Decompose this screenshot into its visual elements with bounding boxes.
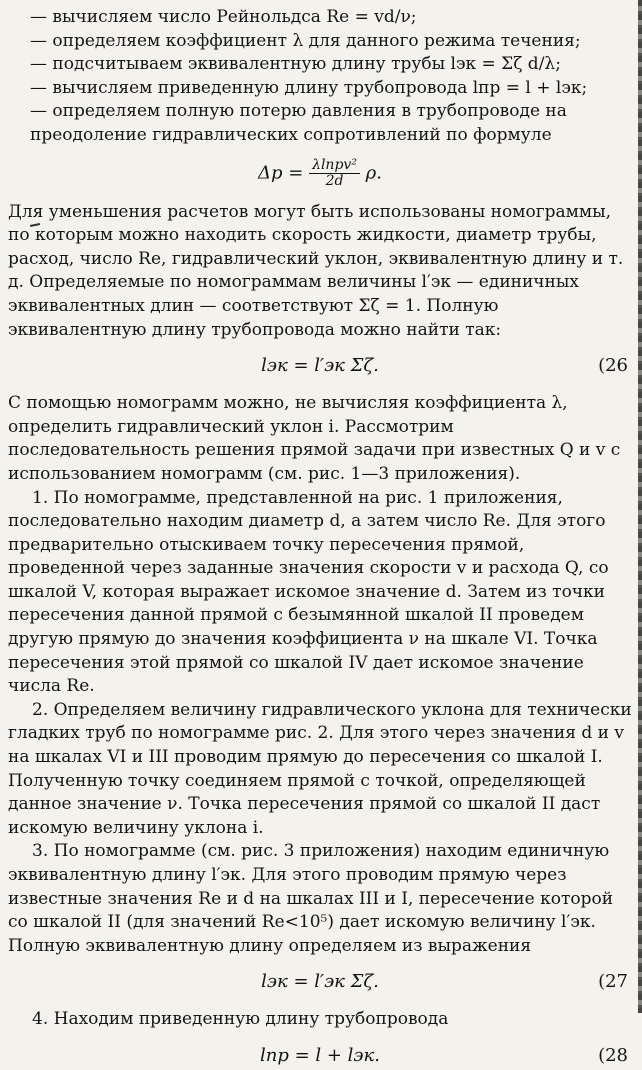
formula-rhs: ρ. <box>365 162 382 184</box>
formula-26 <box>8 352 632 380</box>
formula-pressure-loss <box>8 158 632 189</box>
formula-27 <box>8 968 632 996</box>
formula-number: (26 <box>598 355 628 377</box>
paragraph-step-1: 1. По номограмме, представленной на рис. 1 приложения, последовательно находим диаметр d, а затем число Re. Для этого предварительно отыскиваем точку пересечения прямой, проведенной через заданные значения скорости v и расхода Q, со шкалой V, которая выражает искомое значение d. Затем из точки пересечения данной прямой с безымянной шкалой II проведем другую прямую до значения коэффициента ν на шкале VI. Точка пересечения этой прямой со шкалой IV дает искомое значение числа Re. <box>8 487 609 697</box>
bullet-item: — определяем коэффициент λ для данного режима течения; <box>30 30 632 54</box>
paragraph-nomograms: Для уменьшения расчетов могут быть использованы номограммы, по которым можно находить скорость жидкости, диаметр трубы, расход, число Re, гидравлический уклон, эквивалентную длину и т. д. Определяемые по номограммам величины l′эк — единичных эквивалентных длин — соответствуют Σζ = 1. Полную эквивалентную длину трубопровода можно найти так: <box>8 201 624 340</box>
formula-text: lпр = l + lэк. <box>260 1044 380 1066</box>
bullet-list <box>8 6 632 148</box>
bullet-item: — определяем полную потерю давления в трубопроводе на преодоление гидравлических сопротивлений по формуле <box>30 100 632 147</box>
page-edge <box>638 0 642 1013</box>
formula-text: lэк = l′эк Σζ. <box>261 355 379 377</box>
formula-text: lэк = l′эк Σζ. <box>261 971 379 993</box>
formula-numerator: λlпрv² <box>309 158 360 174</box>
formula-number: (28 <box>598 1044 628 1066</box>
paragraph-step-4: 4. Находим приведенную длину трубопровода <box>32 1009 449 1030</box>
bullet-item: — подсчитываем эквивалентную длину трубы lэк = Σζ d/λ; <box>30 53 632 77</box>
paragraph-lambda: С помощью номограмм можно, не вычисляя коэффициента λ, определить гидравлический уклон i. Рассмотрим последовательность решения прямой задачи при известных Q и v с использованием номограмм (см. рис. 1—3 приложения). <box>8 393 621 484</box>
bullet-item: — вычисляем приведенную длину трубопровода lпр = l + lэк; <box>30 77 632 101</box>
paragraph-step-3: 3. По номограмме (см. рис. 3 приложения) находим единичную эквивалентную длину l′эк. Для этого проводим прямую через известные значения Re и d на шкалах III и I, пересечение которой со шкалой II (для значений Re<10⁵) дает искомую величину l′эк. Полную эквивалентную длину определяем из выражения <box>8 841 614 956</box>
formula-number: (27 <box>598 971 628 993</box>
formula-denominator: 2d <box>325 172 344 189</box>
formula-fraction <box>309 158 360 189</box>
bullet-item: — вычисляем число Рейнольдса Re = vd/ν; <box>30 6 632 30</box>
formula-28 <box>8 1042 632 1070</box>
formula-lhs: Δp = <box>258 162 304 184</box>
paragraph-step-2: 2. Определяем величину гидравлического уклона для технически гладких труб по номограмме рис. 2. Для этого через значения d и v на шкалах VI и III проводим прямую до пересечения со шкалой I. Полученную точку соединяем прямой с точкой, определяющей данное значение ν. Точка пересечения прямой со шкалой II даст искомую величину уклона i. <box>8 699 632 838</box>
